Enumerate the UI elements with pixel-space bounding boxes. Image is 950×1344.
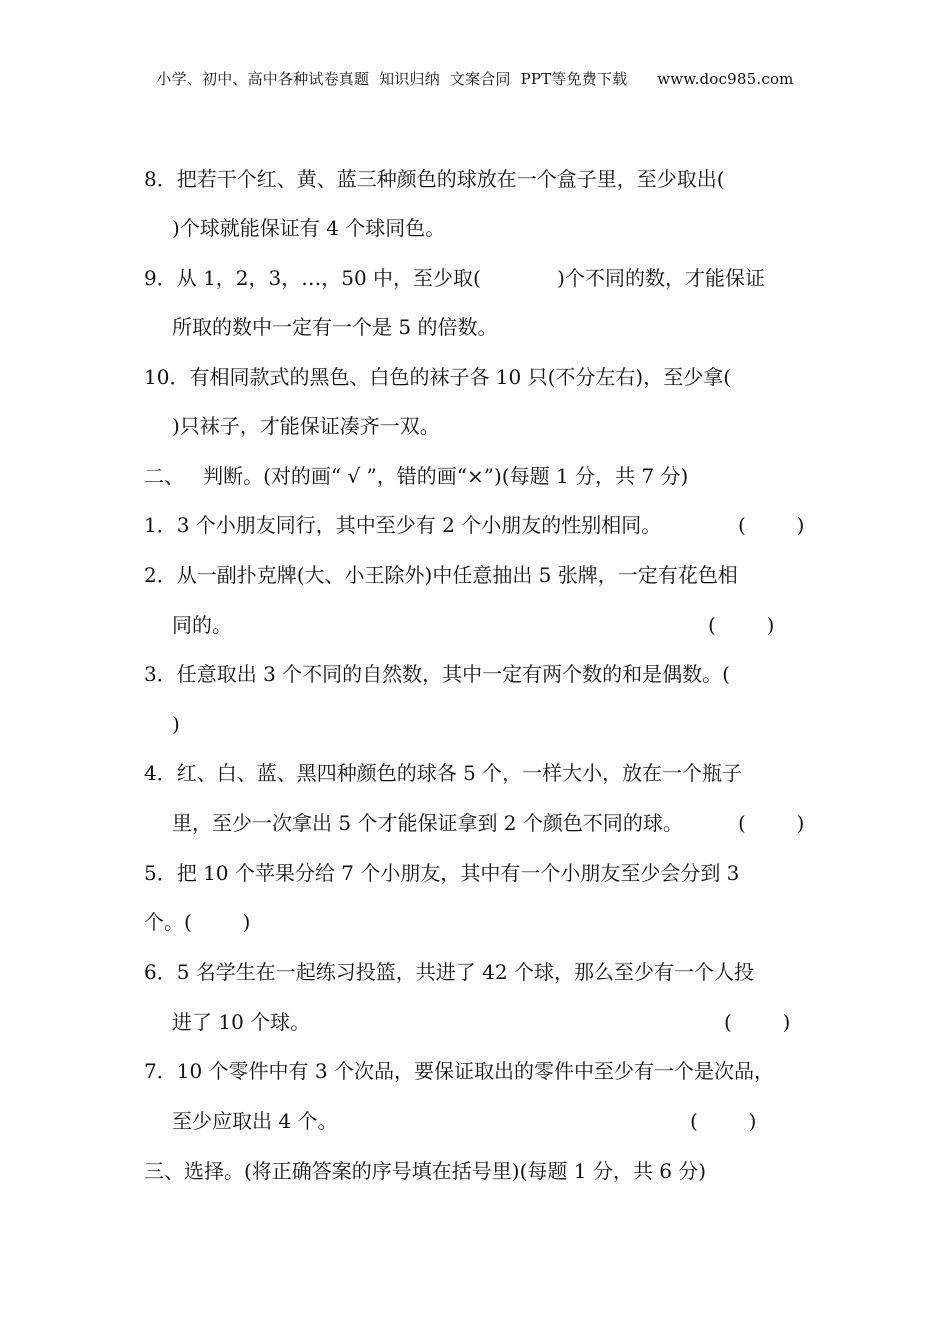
- judge-6-line-2: 进了 10 个球。: [172, 1010, 311, 1034]
- judge-7-line-1: 7．10 个零件中有 3 个次品，要保证取出的零件中至少有一个是次品，: [144, 1059, 774, 1083]
- q8-line-2: )个球就能保证有 4 个球同色。: [172, 216, 446, 240]
- judge-6-answer-paren: ( ): [724, 1010, 791, 1034]
- judge-5-line-1: 5．把 10 个苹果分给 7 个小朋友，其中有一个小朋友至少会分到 3: [144, 861, 740, 885]
- q10-line-1: 10．有相同款式的黑色、白色的袜子各 10 只(不分左右)，至少拿(: [144, 365, 732, 389]
- q9-line-2: 所取的数中一定有一个是 5 的倍数。: [172, 315, 498, 339]
- q8-line-1: 8．把若干个红、黄、蓝三种颜色的球放在一个盒子里，至少取出(: [144, 167, 725, 191]
- q9-line-1: 9．从 1，2，3，…，50 中，至少取( )个不同的数，才能保证: [144, 266, 765, 290]
- judge-6-line-1: 6．5 名学生在一起练习投篮，共进了 42 个球，那么至少有一个人投: [144, 960, 754, 984]
- judge-7-line-2: 至少应取出 4 个。: [172, 1109, 338, 1133]
- judge-1-answer-paren: ( ): [738, 513, 805, 537]
- section-2-heading: 二、 判断。(对的画“ √ ”，错的画“×”)(每题 1 分，共 7 分): [144, 464, 689, 488]
- judge-4-line-2: 里，至少一次拿出 5 个才能保证拿到 2 个颜色不同的球。: [172, 811, 683, 835]
- section-3-heading: 三、选择。(将正确答案的序号填在括号里)(每题 1 分，共 6 分): [144, 1159, 707, 1183]
- q10-line-2: )只袜子，才能保证凑齐一双。: [172, 414, 440, 438]
- judge-4-line-1: 4．红、白、蓝、黑四种颜色的球各 5 个，一样大小，放在一个瓶子: [144, 761, 743, 785]
- judge-3-line-1: 3．任意取出 3 个不同的自然数，其中一定有两个数的和是偶数。(: [144, 662, 730, 686]
- judge-7-answer-paren: ( ): [690, 1109, 757, 1133]
- judge-1-line-1: 1．3 个小朋友同行，其中至少有 2 个小朋友的性别相同。: [144, 513, 662, 537]
- judge-2-line-2: 同的。: [172, 613, 232, 637]
- judge-2-answer-paren: ( ): [708, 613, 775, 637]
- page-header: 小学、初中、高中各种试卷真题 知识归纳 文案合同 PPT等免费下载 www.doc985.com: [156, 70, 794, 88]
- judge-4-answer-paren: ( ): [738, 811, 805, 835]
- judge-5-line-2: 个。( ): [144, 910, 251, 934]
- judge-3-line-2: ): [172, 712, 180, 736]
- judge-2-line-1: 2．从一副扑克牌(大、小王除外)中任意抽出 5 张牌，一定有花色相: [144, 563, 738, 587]
